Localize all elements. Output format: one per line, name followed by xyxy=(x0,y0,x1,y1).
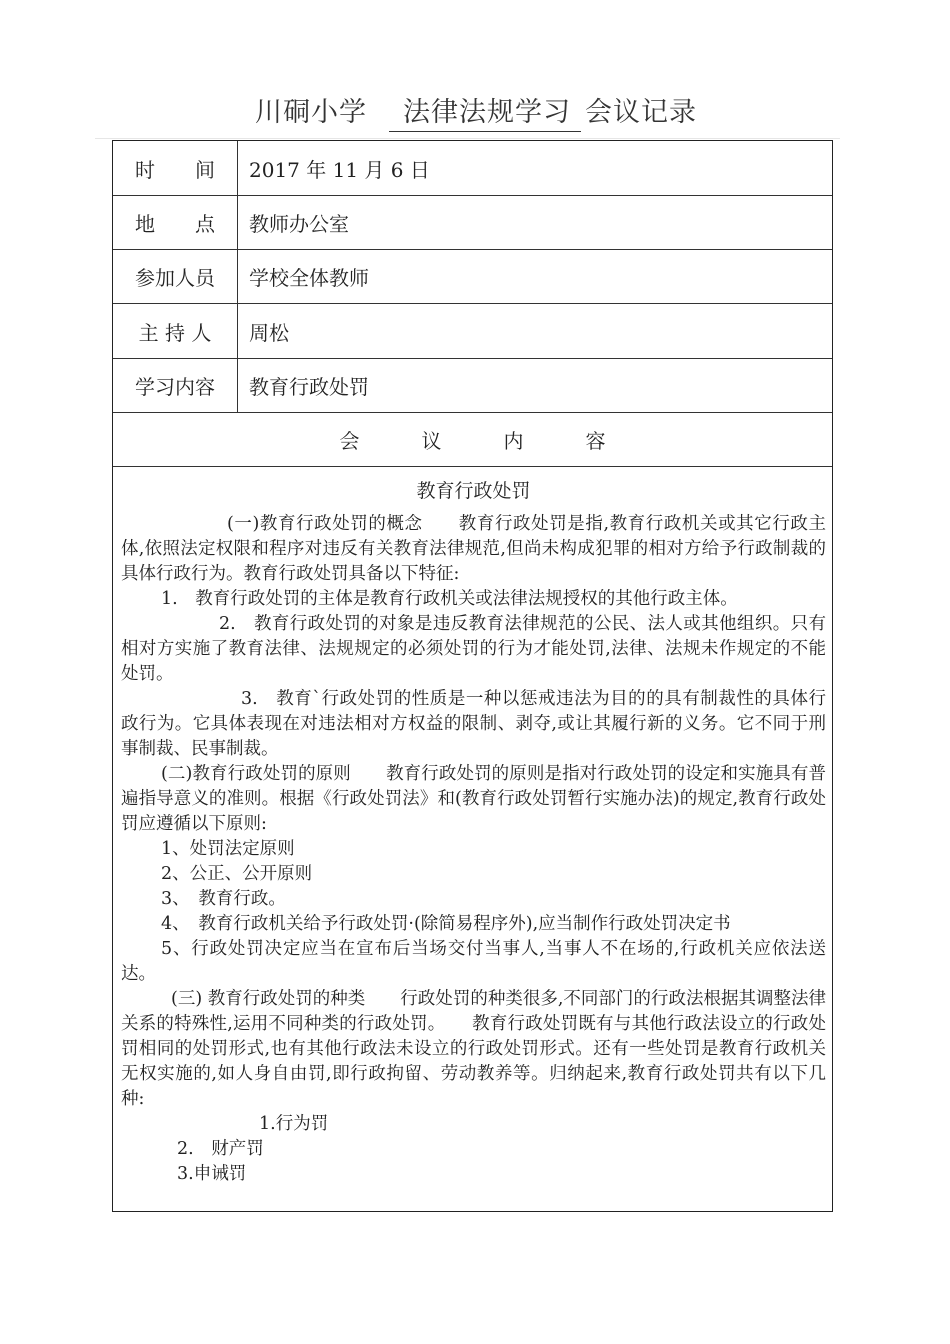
content-paragraph: 1.行为罚 xyxy=(259,1114,329,1134)
field-label: 地 点 xyxy=(113,196,238,249)
field-row-study-topic xyxy=(113,359,832,413)
field-row-time xyxy=(113,141,832,196)
content-paragraph: 1、处罚法定原则 xyxy=(161,839,295,859)
field-value: 学校全体教师 xyxy=(249,266,369,290)
content-paragraph: 4、 教育行政机关给予行政处罚·(除简易程序外),应当制作行政处罚决定书 xyxy=(161,914,731,934)
content-heading: 教育行政处罚 xyxy=(416,480,531,502)
content-paragraph: (一)教育行政处罚的概念 教育行政处罚是指,教育行政机关或其它行政主体,依照法定权限和程序对违反有关教育法律规范,但尚未构成犯罪的相对方给予行政制裁的具体行政行为。教育行政处罚具备以下特征: xyxy=(121,514,826,584)
meeting-content xyxy=(121,467,826,1187)
field-row-attendees xyxy=(113,250,832,304)
content-paragraph: 3、 教育行政。 xyxy=(161,889,286,909)
content-paragraph: 2. 教育行政处罚的对象是违反教育法律规范的公民、法人或其他组织。只有相对方实施了教育法律、法规规定的必须处罚的行为才能处罚,法律、法规未作规定的不能处罚。 xyxy=(121,614,826,684)
content-paragraph: 1. 教育行政处罚的主体是教育行政机关或法律法规授权的其他行政主体。 xyxy=(161,589,738,609)
field-label: 参加人员 xyxy=(113,250,238,303)
content-paragraph: (二)教育行政处罚的原则 教育行政处罚的原则是指对行政处罚的设定和实施具有普遍指导意义的准则。根据《行政处罚法》和(教育行政处罚暂行实施办法)的规定,教育行政处罚应遵循以下原则: xyxy=(121,764,826,834)
content-paragraph: 2、公正、公开原则 xyxy=(161,864,313,884)
field-row-location xyxy=(113,196,832,250)
title-topic: 法律法规学习 xyxy=(389,90,581,132)
content-paragraph: 3.申诫罚 xyxy=(177,1164,247,1184)
content-paragraph: (三) 教育行政处罚的种类 行政处罚的种类很多,不同部门的行政法根据其调整法律关系的特殊性,运用不同种类的行政处罚。 教育行政处罚既有与其他行政法设立的行政处罚相同的处罚形式,也有其他行政法未设立的行政处罚形式。还有一些处罚是教育行政机关无权实施的,如人身自由罚,即行政拘留、劳动教养等。归纳起来,教育行政处罚共有以下几种: xyxy=(121,989,826,1109)
field-label: 时 间 xyxy=(113,141,238,195)
field-value: 教师办公室 xyxy=(249,212,349,236)
field-row-host xyxy=(113,304,832,359)
page-title xyxy=(255,90,697,132)
content-paragraph: 5、行政处罚决定应当在宣布后当场交付当事人,当事人不在场的,行政机关应依法送达。 xyxy=(121,939,826,984)
field-value: 2017 年 11 月 6 日 xyxy=(249,157,430,182)
title-school: 川硐小学 xyxy=(255,97,367,128)
meeting-record-form xyxy=(112,140,833,1212)
field-label: 学习内容 xyxy=(113,359,238,412)
title-bar xyxy=(95,88,840,139)
content-paragraph: 2. 财产罚 xyxy=(177,1139,264,1159)
section-heading-meeting-content: 会议内容 xyxy=(113,413,832,467)
content-paragraph: 3. 教育`行政处罚的性质是一种以惩戒违法为目的的具有制裁性的具体行政行为。它具体表现在对违法相对方权益的限制、剥夺,或让其履行新的义务。它不同于刑事制裁、民事制裁。 xyxy=(121,689,826,759)
title-suffix: 会议记录 xyxy=(585,97,697,128)
field-value: 教育行政处罚 xyxy=(249,375,369,399)
field-label: 主 持 人 xyxy=(113,304,238,358)
field-value: 周松 xyxy=(249,320,289,345)
